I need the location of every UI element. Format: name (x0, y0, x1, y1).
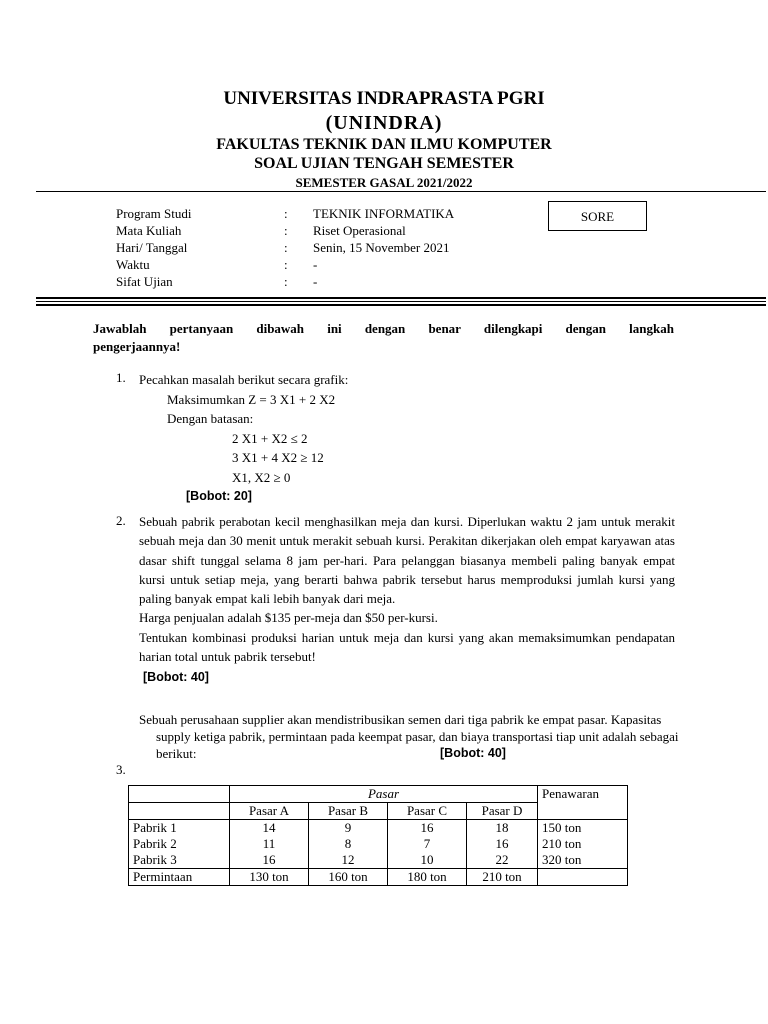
question-number: 2. (116, 513, 126, 528)
table-cell: 9 (309, 820, 388, 837)
info-divider-1 (36, 297, 766, 299)
table-cell: 7 (388, 836, 467, 852)
table-cell: 16 (388, 820, 467, 837)
table-cell: 22 (467, 852, 538, 869)
table-demand-row (129, 869, 628, 886)
table-supply-header: Penawaran (538, 786, 628, 820)
table-cell: 18 (467, 820, 538, 837)
table-row-name: Pabrik 2 (129, 836, 230, 852)
table-cell: 12 (309, 852, 388, 869)
info-value: TEKNIK INFORMATIKA (313, 206, 455, 221)
table-supply: 320 ton (538, 852, 628, 869)
q1-constraint: X1, X2 ≥ 0 (232, 469, 291, 485)
session-box: SORE (548, 201, 647, 231)
q1-constraint: 3 X1 + 4 X2 ≥ 12 (232, 450, 324, 465)
table-corner (129, 786, 230, 803)
instruction (93, 320, 674, 356)
info-value: Senin, 15 November 2021 (313, 240, 450, 255)
info-colon: : (284, 274, 288, 289)
info-divider-3 (36, 304, 766, 306)
table-demand: 180 ton (388, 869, 467, 886)
q1-constraint-label: Dengan batasan: (167, 411, 254, 426)
table-cell: 8 (309, 836, 388, 852)
info-colon: : (284, 223, 288, 238)
info-colon: : (284, 257, 288, 272)
table-row (129, 852, 628, 869)
instruction-line: Jawablah pertanyaan dibawah ini dengan benar dilengkapi dengan langkah (93, 321, 674, 336)
table-cell: 14 (230, 820, 309, 837)
table-demand-label: Permintaan (129, 869, 230, 886)
table-cell: 16 (467, 836, 538, 852)
exam-title: SOAL UJIAN TENGAH SEMESTER (254, 155, 514, 172)
info-colon: : (284, 240, 288, 255)
question-2 (139, 512, 675, 688)
q1-weight: [Bobot: 20] (186, 489, 252, 503)
info-value: Riset Operasional (313, 223, 406, 238)
info-divider-2 (36, 301, 766, 302)
q1-intro: Pecahkan masalah berikut secara grafik: (139, 372, 349, 387)
q2-paragraph: Harga penjualan adalah $135 per-meja dan $50 per-kursi. (139, 610, 438, 626)
q3-paragraph: Sebuah perusahaan supplier akan mendistribusikan semen dari tiga pabrik ke empat pasar. Kapasitas supply ketiga pabrik, permintaan pada keempat pasar, dan biaya transportasi tiap unit adalah sebagai berikut: (139, 712, 679, 761)
transport-table (128, 785, 628, 886)
table-cell: 16 (230, 852, 309, 869)
table-row (129, 836, 628, 852)
table-col-header: Pasar D (467, 803, 538, 820)
question-number: 3. (116, 762, 126, 777)
table-supply: 150 ton (538, 820, 628, 837)
info-value: - (313, 257, 318, 272)
university-abbr: (UNINDRA) (325, 112, 443, 134)
q3-text (139, 711, 679, 762)
q1-constraint: 2 X1 + X2 ≤ 2 (232, 430, 308, 446)
q2-paragraph: Sebuah pabrik perabotan kecil menghasilkan meja dan kursi. Diperlukan waktu 2 jam untuk merakit sebuah meja dan 30 menit untuk merakit sebuah kursi. Perakitan dikerjakan oleh empat karyawan atas dasar shift tunggal selama 8 jam per-hari. Para pelanggan biasanya membeli paling banyak empat kursi untuk setiap meja, yang berarti bahwa pabrik tersebut harus memproduksi jumlah kursi yang paling banyak empat kali lebih banyak dari meja. (139, 514, 675, 607)
table-group-header: Pasar (230, 786, 538, 803)
info-label: Mata Kuliah (116, 223, 182, 238)
question-number: 1. (116, 370, 126, 385)
semester-title: SEMESTER GASAL 2021/2022 (295, 175, 473, 190)
table-demand: 130 ton (230, 869, 309, 886)
info-label: Hari/ Tanggal (116, 240, 188, 255)
table-col-header: Pasar B (309, 803, 388, 820)
table-demand: 160 ton (309, 869, 388, 886)
header-divider (36, 191, 766, 192)
info-label: Sifat Ujian (116, 274, 173, 289)
q2-paragraph: Tentukan kombinasi produksi harian untuk meja dan kursi yang akan memaksimumkan pendapatan harian total untuk pabrik tersebut! (139, 629, 675, 665)
q1-objective: Maksimumkan Z = 3 X1 + 2 X2 (167, 391, 336, 407)
table-demand-empty (538, 869, 628, 886)
table-cell: 10 (388, 852, 467, 869)
table-demand: 210 ton (467, 869, 538, 886)
info-label: Program Studi (116, 206, 192, 221)
table-col-header: Pasar C (388, 803, 467, 820)
table-corner-2 (129, 803, 230, 820)
info-value: - (313, 274, 318, 289)
question-3 (139, 711, 679, 762)
table-supply: 210 ton (538, 836, 628, 852)
table-row-name: Pabrik 3 (129, 852, 230, 869)
table-col-header: Pasar A (230, 803, 309, 820)
university-name: UNIVERSITAS INDRAPRASTA PGRI (223, 88, 545, 109)
q3-weight: [Bobot: 40] (440, 746, 506, 760)
table-row-name: Pabrik 1 (129, 820, 230, 837)
table-cell: 11 (230, 836, 309, 852)
question-1 (139, 370, 348, 507)
q2-weight: [Bobot: 40] (143, 670, 209, 685)
faculty-name: FAKULTAS TEKNIK DAN ILMU KOMPUTER (216, 136, 552, 153)
info-label: Waktu (116, 257, 150, 272)
table-row (129, 820, 628, 837)
instruction-line: pengerjaannya! (93, 339, 181, 354)
info-colon: : (284, 206, 288, 221)
